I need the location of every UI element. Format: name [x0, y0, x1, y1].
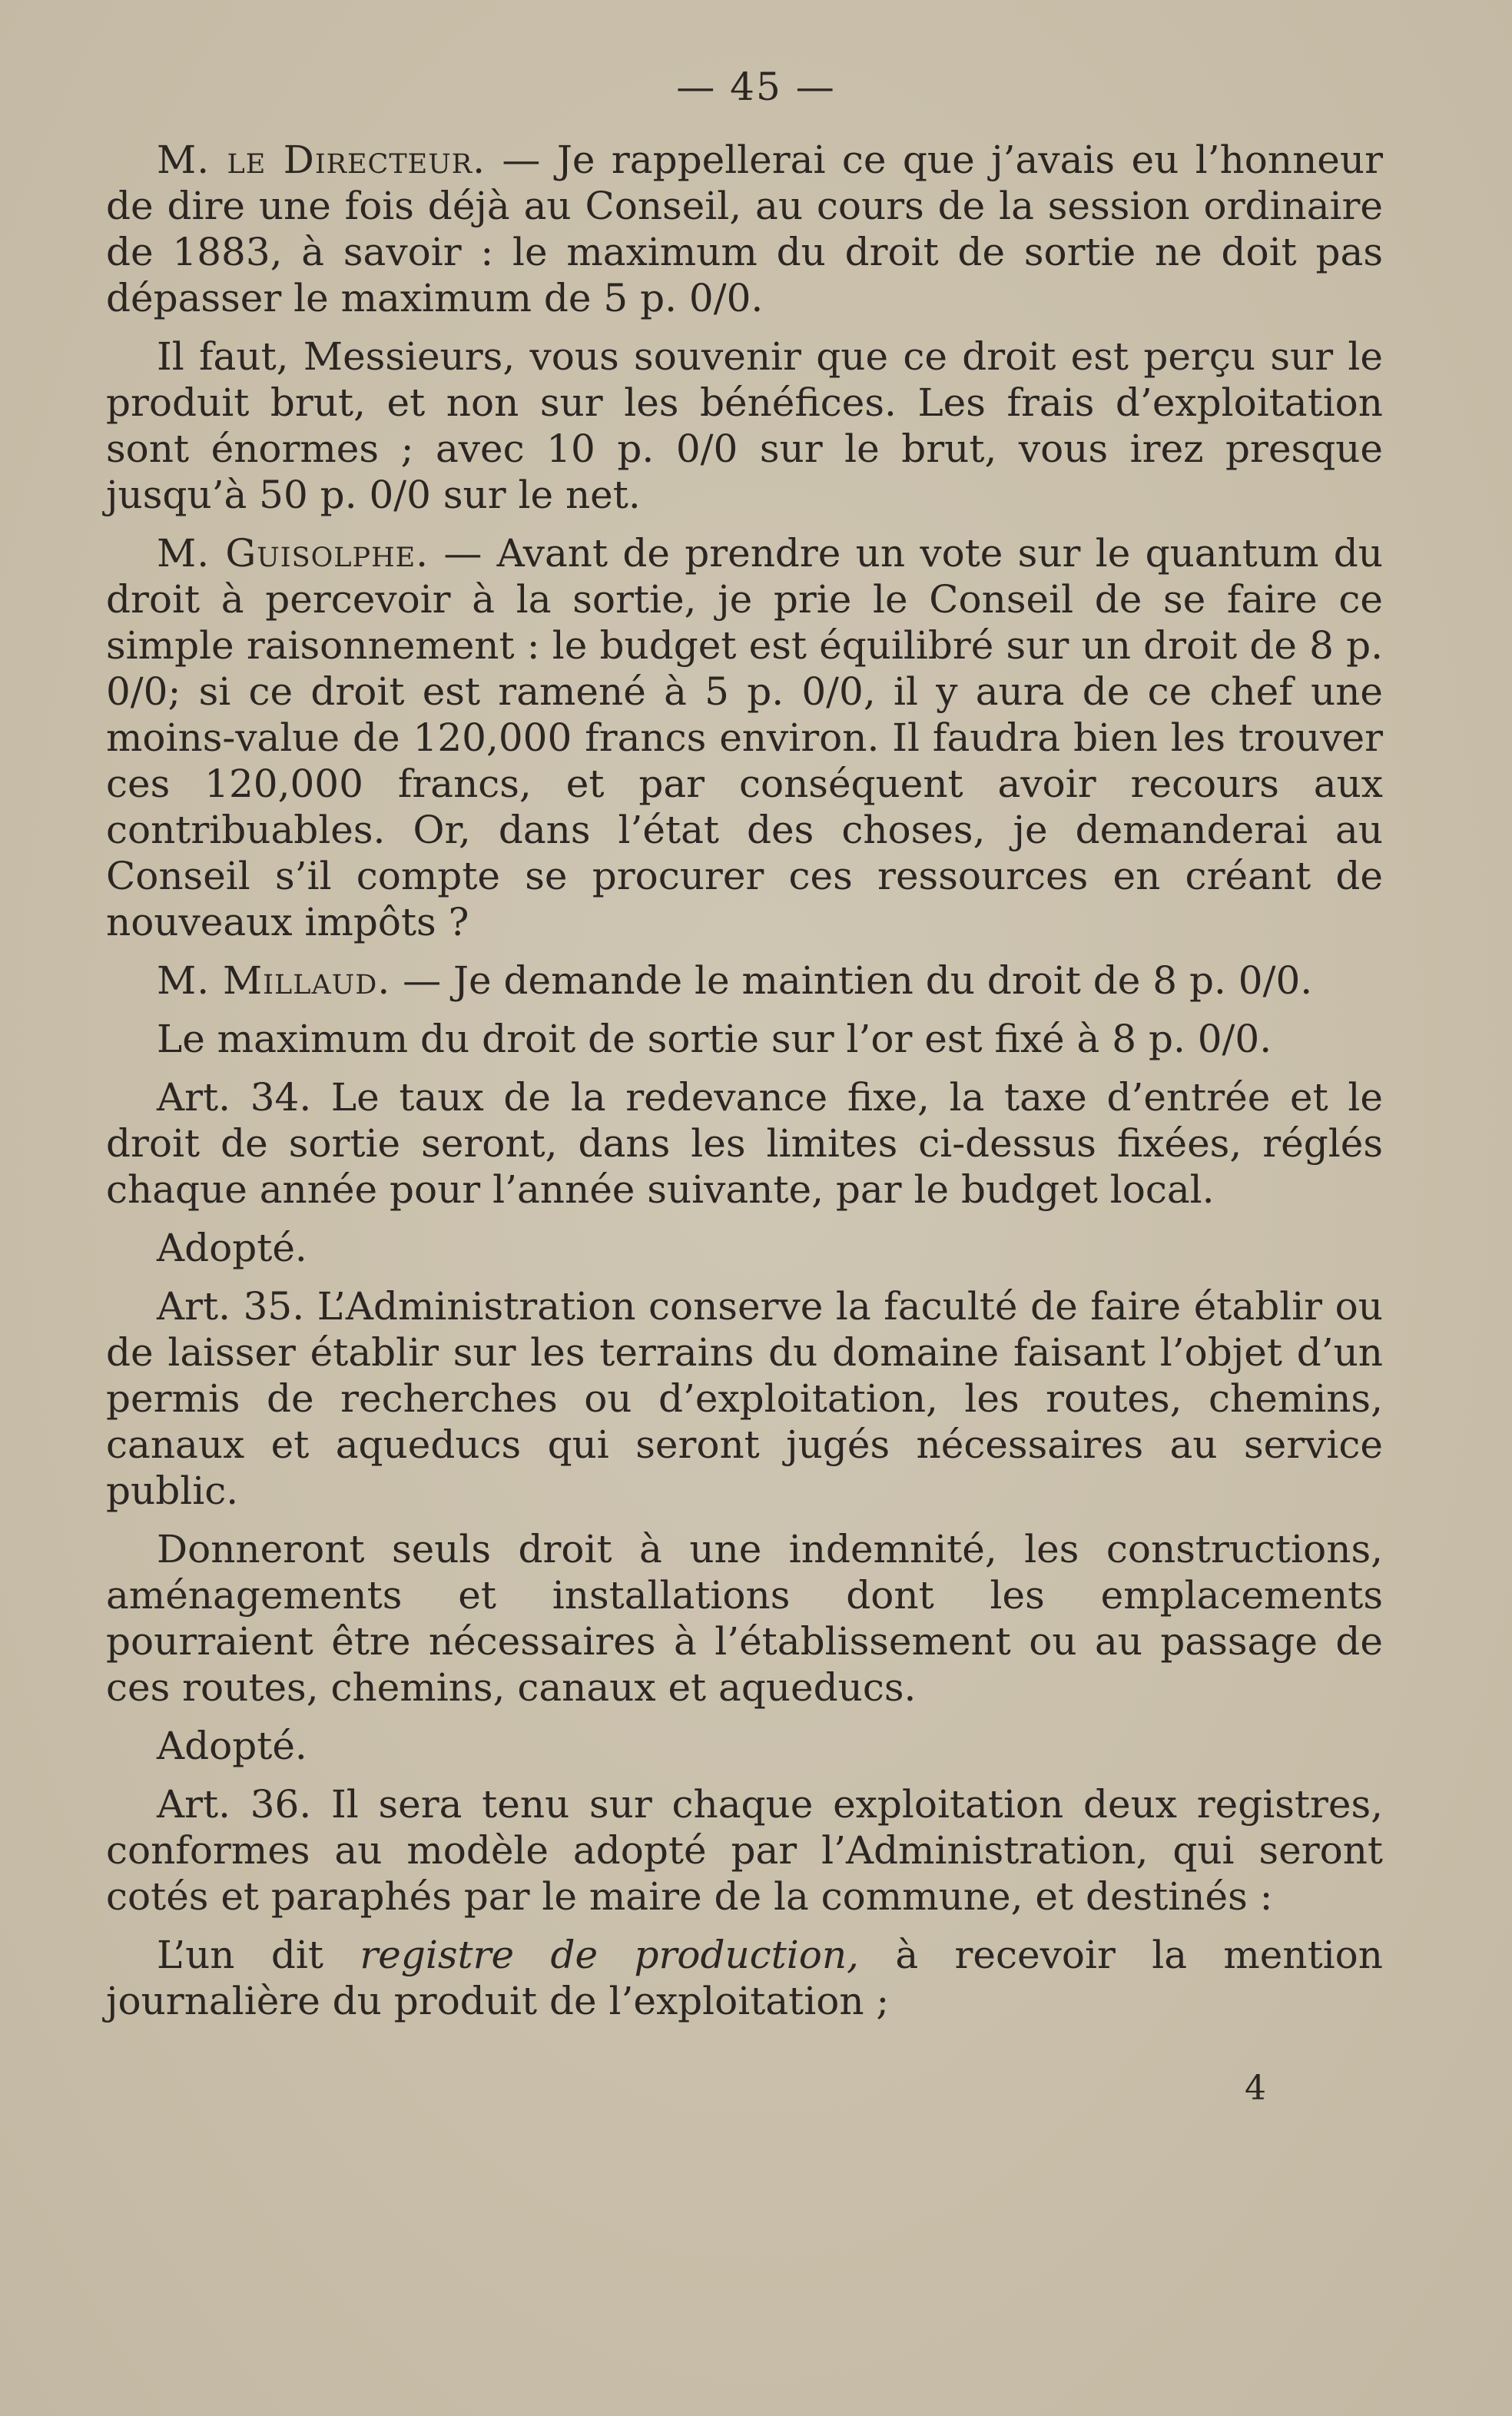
paragraph-text: Art. 36. Il sera tenu sur chaque exploitation deux registres, conformes au modèle adopté par l’Administration, qui seront cotés et paraphés par le maire de la commune, et destinés : [106, 1782, 1383, 1919]
paragraph-text: — Avant de prendre un vote sur le quantum du droit à percevoir à la sortie, je prie le Conseil de se faire ce simple raisonnement : le budget est équilibré sur un droit de 8 p. 0/0; si ce droit est ramené à 5 p. 0/0, il y aura de ce chef une moins-value de 120,000 francs environ. Il faudra bien les trouver ces 120,000 francs, et par conséquent avoir recours aux contribuables. Or, dans l’état des choses, je demanderai au Conseil s’il compte se procurer ces ressources en créant de nouveaux impôts ? [106, 531, 1383, 944]
adopted-note [106, 1225, 1383, 1271]
paragraph-directeur [106, 137, 1383, 321]
paragraph-text: — Je demande le maintien du droit de 8 p. 0/0. [390, 958, 1313, 1003]
paragraph-text: Art. 34. Le taux de la redevance fixe, la taxe d’entrée et le droit de sortie seront, dans les limites ci-dessus fixées, réglés chaque année pour l’année suivante, par le budget local. [106, 1075, 1383, 1212]
paragraph-guisolphe [106, 530, 1383, 945]
paragraph [106, 334, 1383, 518]
paragraph-text: à recevoir la mention journalière du produit de l’exploitation ; [106, 1933, 1383, 2023]
paragraph [106, 1016, 1383, 1062]
paragraph-text: Le maximum du droit de sortie sur l’or est fixé à 8 p. 0/0. [157, 1017, 1272, 1061]
paragraph [106, 1526, 1383, 1711]
speaker-name: M. Millaud. [157, 958, 391, 1003]
page-number: — 45 — [676, 65, 836, 109]
paragraph-millaud [106, 957, 1383, 1004]
paragraph-text: Il faut, Messieurs, vous souvenir que ce droit est perçu sur le produit brut, et non sur les bénéfices. Les frais d’exploitation sont énormes ; avec 10 p. 0/0 sur le brut, vous irez presque jusqu’à 50 p. 0/0 sur le net. [106, 334, 1383, 517]
paragraph-text: L’un dit [157, 1933, 360, 1977]
paragraph-text: Adopté. [157, 1226, 307, 1270]
paragraph-text: Donneront seuls droit à une indemnité, les constructions, aménagements et installations dont les emplacements pourraient être nécessaires à l’établissement ou au passage de ces routes, chemins, canaux et aqueducs. [106, 1527, 1383, 1710]
adopted-note [106, 1723, 1383, 1769]
italic-term: registre de production, [360, 1933, 859, 1977]
paragraph [106, 1932, 1383, 2024]
signature-mark: 4 [1245, 2069, 1266, 2108]
article-36 [106, 1781, 1383, 1920]
speaker-name: M. le Directeur. [157, 138, 486, 182]
paragraph-text: Art. 35. L’Administration conserve la faculté de faire établir ou de laisser établir sur les terrains du domaine faisant l’objet d’un permis de recherches ou d’exploitation, les routes, chemins, canaux et aqueducs qui seront jugés nécessaires au service public. [106, 1284, 1383, 1513]
article-35 [106, 1283, 1383, 1514]
paragraph-text: — Je rappellerai ce que j’avais eu l’honneur de dire une fois déjà au Conseil, au cours de la session ordinaire de 1883, à savoir : le maximum du droit de sortie ne doit pas dépasser le maximum de 5 p. 0/0. [106, 138, 1383, 320]
paragraph-text: Adopté. [157, 1724, 307, 1768]
body-text [106, 137, 1383, 2036]
speaker-name: M. Guisolphe. [157, 531, 429, 576]
article-34 [106, 1074, 1383, 1213]
